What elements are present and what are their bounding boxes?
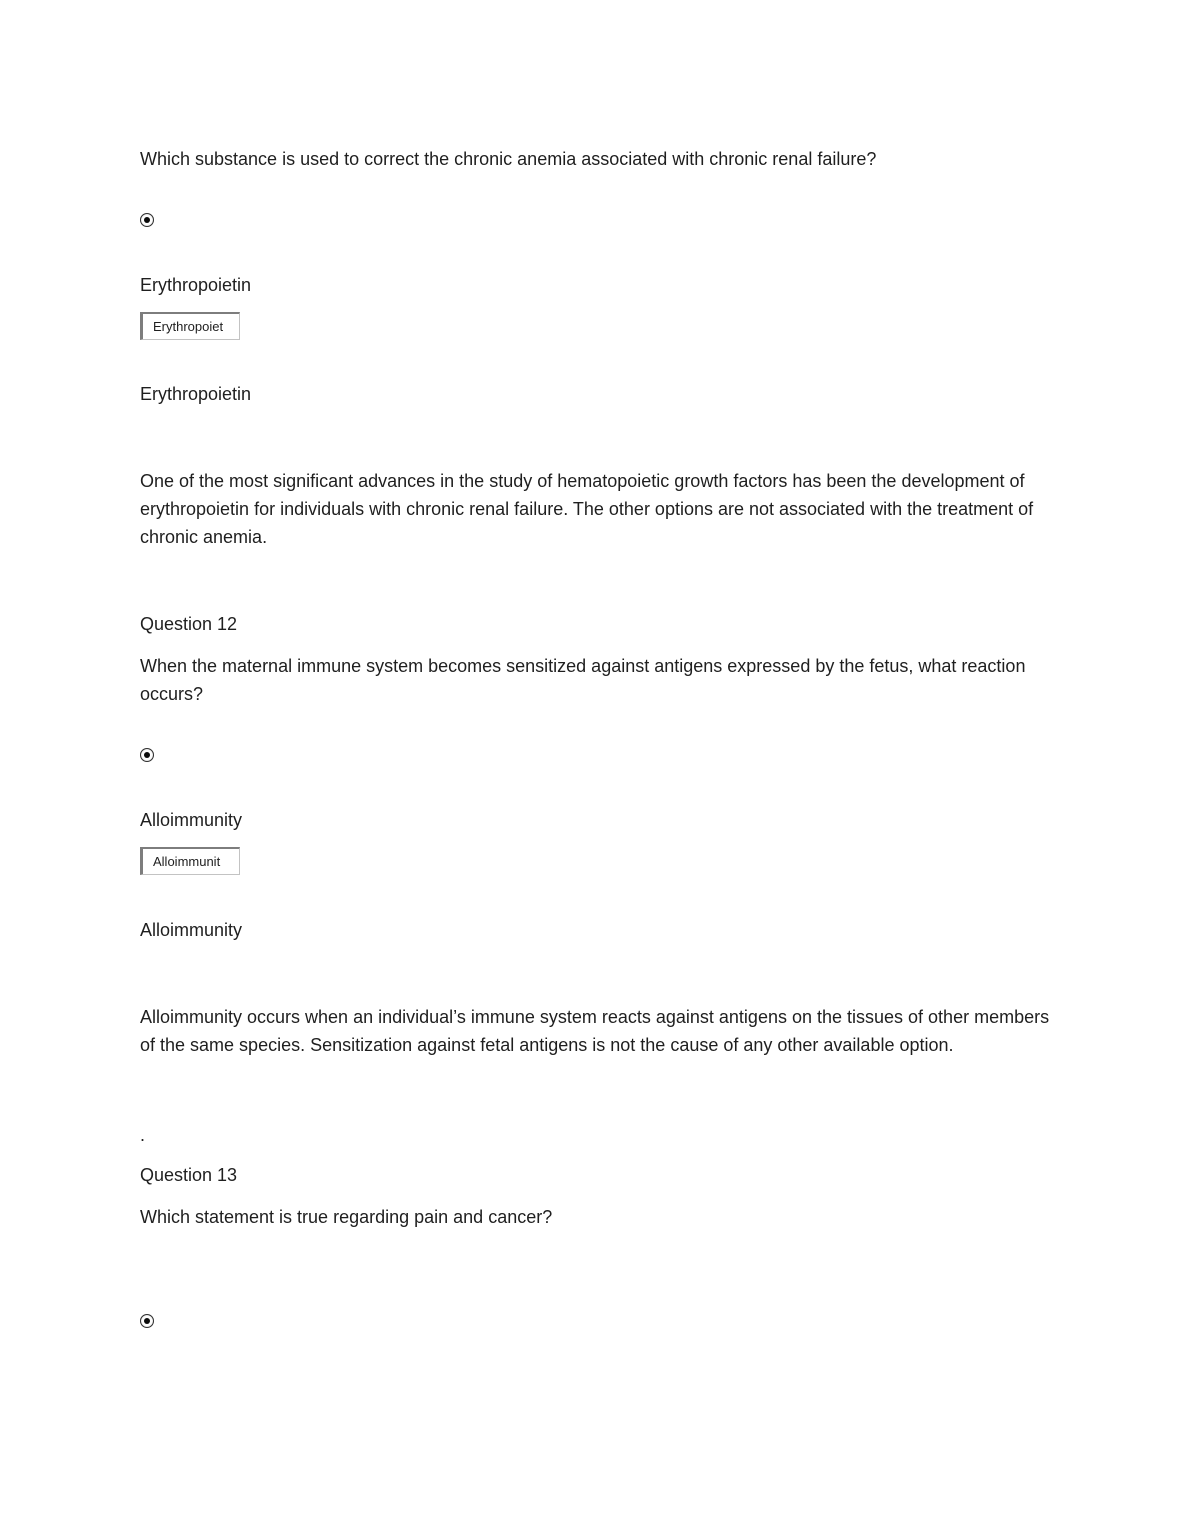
answer-radio-selected[interactable]	[140, 1314, 154, 1328]
radio-dot-icon	[144, 752, 150, 758]
answer-input[interactable]	[140, 847, 240, 875]
radio-dot-icon	[144, 1318, 150, 1324]
question-text: When the maternal immune system becomes sensitized against antigens expressed by the fetus, what reaction occurs?	[140, 656, 1026, 704]
answer-input[interactable]	[140, 312, 240, 340]
answer-radio-selected[interactable]	[140, 748, 154, 762]
answer-radio-selected[interactable]	[140, 213, 154, 227]
answer-confirmed: Alloimmunity	[140, 920, 243, 940]
feedback-text: Alloimmunity occurs when an individual’s immune system reacts against antigens on the tissues of other members of the same species. Sensitization against fetal antigens is not the cause of any other available option.	[140, 1007, 1050, 1055]
question-heading: Question 13	[140, 1165, 238, 1185]
stray-period: .	[140, 1125, 146, 1145]
answer-confirmed: Erythropoietin	[140, 384, 252, 404]
answer-label: Erythropoietin	[140, 275, 252, 295]
radio-dot-icon	[144, 217, 150, 223]
question-text: Which statement is true regarding pain and cancer?	[140, 1207, 553, 1227]
answer-label: Alloimmunity	[140, 810, 243, 830]
feedback-text: One of the most significant advances in the study of hematopoietic growth factors has been the development of erythropoietin for individuals with chronic renal failure. The other options are not associated with the treatment of chronic anemia.	[140, 471, 1034, 547]
question-heading: Question 12	[140, 614, 238, 634]
question-text: Which substance is used to correct the chronic anemia associated with chronic renal failure?	[140, 149, 877, 169]
